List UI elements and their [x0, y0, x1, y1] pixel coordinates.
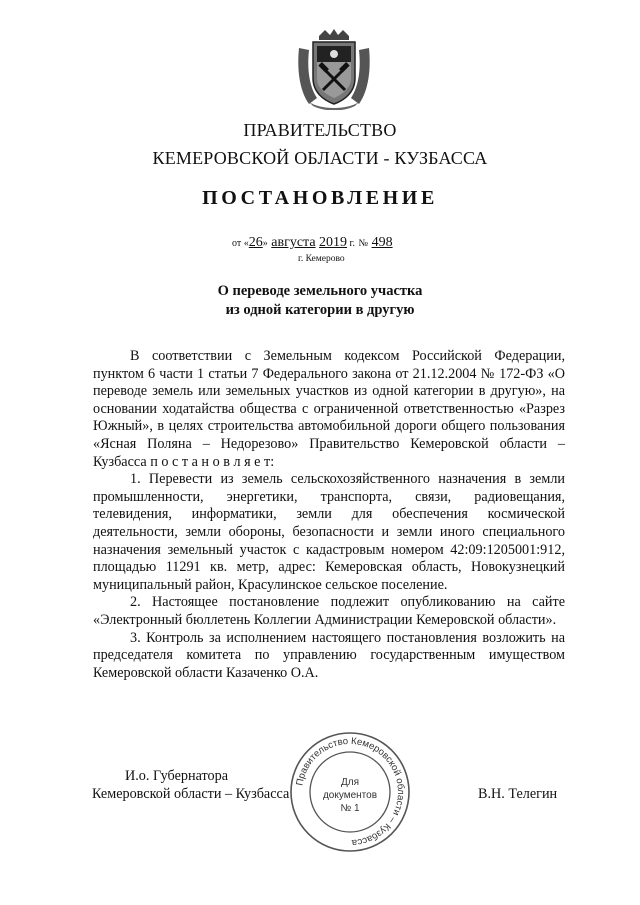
- body-paragraph-item-2: 2. Настоящее постановление подлежит опубликованию на сайте «Электронный бюллетень Коллегии Администрации Кемеровской области».: [93, 594, 565, 628]
- document-body: [93, 348, 565, 682]
- date-year-suffix: г.: [349, 238, 356, 249]
- date-year: 2019: [319, 235, 348, 250]
- document-title-line1: О переводе земельного участка: [217, 283, 423, 299]
- signer-name: В.Н. Телегин: [478, 786, 558, 802]
- date-day: 26: [248, 235, 263, 250]
- stamp-ring-text: Правительство Кемеровской области – Кузбасса: [294, 735, 407, 849]
- date-day-close: »: [262, 238, 268, 249]
- document-type-heading: ПОСТАНОВЛЕНИЕ: [202, 187, 438, 209]
- kemerovo-coat-of-arms-icon: [295, 28, 373, 110]
- signer-position-line1: И.о. Губернатора: [125, 768, 228, 784]
- document-number: 498: [371, 235, 393, 250]
- date-number-line: [232, 235, 393, 251]
- stamp-center-line2: документов: [322, 790, 378, 801]
- stamp-center-line3: № 1: [340, 803, 360, 814]
- date-prefix: от «: [232, 238, 249, 249]
- body-paragraph-preamble: В соответствии с Земельным кодексом Российской Федерации, пунктом 6 части 1 статьи 7 Федерального закона от 21.12.2004 № 172-ФЗ «О переводе земель или земельных участков из одной категории в другую», на основании ходатайства общества с ограниченной ответственностью «Разрез Южный», в целях строительства автомобильной дороги общего пользования «Ясная Поляна – Недорезово» Правительство Кемеровской области – Кузбасса п о с т а н о в л я е т:: [93, 348, 565, 470]
- city-label: г. Кемерово: [298, 254, 345, 264]
- signer-position-line2: Кемеровской области – Кузбасса: [92, 786, 290, 802]
- number-sign: №: [358, 238, 369, 249]
- government-name-line1: ПРАВИТЕЛЬСТВО: [243, 120, 397, 140]
- stamp-center-line1: Для: [340, 777, 360, 788]
- date-month: августа: [271, 235, 316, 250]
- document-title-line2: из одной категории в другую: [225, 302, 415, 318]
- government-name-line2: КЕМЕРОВСКОЙ ОБЛАСТИ - КУЗБАССА: [152, 148, 488, 168]
- official-stamp: [288, 730, 412, 854]
- body-paragraph-item-1: 1. Перевести из земель сельскохозяйственного назначения в земли промышленности, энергетики, транспорта, связи, радиовещания, телевидения, информатики, земли для обеспечения космической деятельности, земли обороны, безопасности и земли иного специального назначения земельный участок с кадастровым номером 42:09:1205001:912, площадью 11291 кв. метр, адрес: Кемеровская область, Новокузнецкий муниципальный район, Красулинское сельское поселение.: [93, 471, 565, 593]
- body-paragraph-item-3: 3. Контроль за исполнением настоящего постановления возложить на председателя комитета по управлению государственным имуществом Кемеровской области Казаченко О.А.: [93, 629, 565, 681]
